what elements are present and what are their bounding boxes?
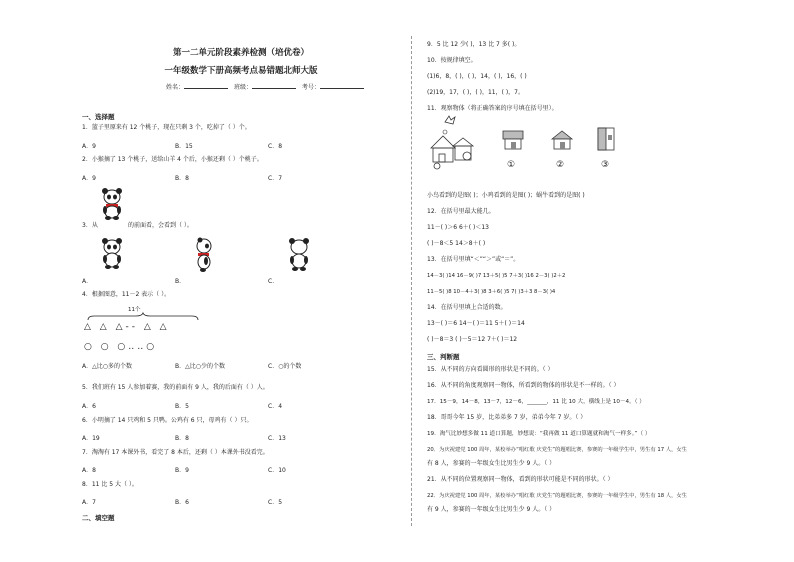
- q18-text: 18．哥哥今年 15 岁，比弟弟多 7 岁，弟弟今年 7 岁。（ ）: [427, 414, 587, 421]
- q14-text: 14．在括号里填上合适的数。: [427, 304, 507, 311]
- q22-text-b: 有 9 人，参赛的一年级女生比男生少 9 人。（ ）: [427, 506, 556, 513]
- q2-option-a[interactable]: A．9: [82, 175, 96, 182]
- q11-text: 11．观察物体（将正确答案的序号填在括号里）。: [427, 105, 558, 112]
- page-title: 第一二单元阶段素养检测（培优卷）: [172, 48, 309, 58]
- q20-text-a: 20．为庆祝建党 100 周年，某校举办“唱红歌 庆党生”的题唱比赛，参赛的一年级学生中，男生有 17 人，女生: [427, 447, 687, 453]
- q3-option-c[interactable]: C．: [268, 278, 279, 285]
- q13-part2: 11－5( )8 10－4＋3( )8 3＋6( )5 7( )3＋3 8－3( )4: [427, 289, 556, 295]
- q11-scene-image: [429, 116, 481, 174]
- q12-part1: 11－( )＞6 6＋( )＜13: [427, 224, 489, 231]
- q10-part2: (2)19，17，( )，( )，11，( )，7。: [427, 89, 524, 96]
- q8-option-b[interactable]: B．6: [175, 499, 189, 506]
- exam-blank[interactable]: [320, 82, 364, 89]
- q10-text: 10．按规律填空。: [427, 57, 477, 64]
- q11-answers: 小鸟看到的是图( )；小鸡看到的是图( )；蜗牛看到的是图( ): [427, 192, 585, 199]
- q2-option-b[interactable]: B．8: [175, 175, 189, 182]
- q7-option-a[interactable]: A．8: [82, 467, 96, 474]
- q5-option-c[interactable]: C．4: [268, 403, 283, 410]
- q4-circles: ○ ○ ○‥‥○: [84, 342, 158, 352]
- name-blank[interactable]: [184, 82, 228, 89]
- page-subtitle: 一年级数学下册高频考点易错题北师大版: [164, 66, 318, 76]
- q5-option-a[interactable]: A．6: [82, 403, 96, 410]
- view-2-number: ②: [556, 160, 565, 170]
- view-3-number: ③: [601, 160, 610, 170]
- q5-text: 5．我们班有 15 人参加着赛，我的前面有 9 人，我的后面有（ ）人。: [82, 384, 269, 391]
- q4-triangles: △ △ △‑‑ △ △: [84, 322, 170, 332]
- q10-part1: (1)6，8，( )，( )，14，( )，16，( ): [427, 73, 527, 80]
- q2-option-c[interactable]: C．7: [268, 175, 283, 182]
- column-divider: [411, 36, 412, 526]
- q4-text: 4．根据图意，11－2 表示（ ）。: [82, 291, 171, 298]
- q14-part2: ( )－8＝3 ( )－5＝12 7＋( )＝12: [427, 336, 518, 343]
- section-fill: 二、填空题: [82, 514, 115, 522]
- q8-text: 8．11 比 5 大（ ）。: [82, 481, 138, 488]
- q7-option-b[interactable]: B．9: [175, 467, 189, 474]
- q5-option-b[interactable]: B．5: [175, 403, 189, 410]
- q22-text-a: 22．为庆祝建党 100 周年，某校举办“唱红歌 庆党生”的题唱比赛，参赛的一年级学生中，男生有 18 人，女生: [427, 493, 687, 499]
- panda-option-a-image: [100, 238, 124, 270]
- view-1-number: ①: [507, 160, 516, 170]
- q1-option-b[interactable]: B．15: [175, 143, 193, 150]
- q3-option-b[interactable]: B．: [175, 278, 186, 285]
- q2-text: 2．小猴摘了 13 个桃子，送给山羊 4 个后，小猴还剩（ ）个桃子。: [82, 156, 263, 163]
- q4-brace-label: 11个: [128, 307, 141, 313]
- q8-option-a[interactable]: A．7: [82, 499, 96, 506]
- q6-option-a[interactable]: A．19: [82, 435, 100, 442]
- q3-option-a[interactable]: A．: [82, 278, 93, 285]
- q3-text-b: 的前面看，会看到（ ）。: [128, 222, 193, 229]
- section-judge: 三、判断题: [427, 353, 460, 361]
- view-1-image: [502, 130, 524, 150]
- q1-option-c[interactable]: C．8: [268, 143, 283, 150]
- q6-option-b[interactable]: B．8: [175, 435, 189, 442]
- q4-option-b[interactable]: B．△比○少的个数: [175, 363, 225, 370]
- class-label: 班级：: [233, 84, 252, 91]
- student-info-line: [166, 82, 364, 91]
- q6-option-c[interactable]: C．13: [268, 435, 286, 442]
- q7-text: 7．淘淘有 17 本课外书，看完了 8 本后，还剩（ ）本课外书没看完。: [82, 449, 269, 456]
- q4-option-c[interactable]: C．○的个数: [268, 363, 302, 370]
- panda-front-image: [100, 188, 124, 220]
- q4-brace: [88, 313, 198, 321]
- q12-text: 12．在括号里最大能几。: [427, 208, 495, 215]
- q19-text: 19．淘气比妙想多做 11 道口算题，妙想说：“我再做 11 道口算题就和淘气一样多。”（ ）: [427, 431, 651, 437]
- q16-text: 16．从不同的角度观察同一物体，所看到的物体的形状是不一样的。（ ）: [427, 382, 620, 389]
- q6-text: 6．小明摘了 14 只鸡和 5 只鸭。公鸡有 6 只，母鸡有（ ）只。: [82, 417, 253, 424]
- q1-option-a[interactable]: A．9: [82, 143, 96, 150]
- class-blank[interactable]: [252, 82, 296, 89]
- section-choice: 一、选择题: [82, 113, 115, 121]
- q4-option-a[interactable]: A．△比○多的个数: [82, 363, 132, 370]
- exam-label: 考号：: [301, 84, 320, 91]
- panda-option-c-image: [287, 238, 311, 272]
- q20-text-b: 有 8 人，参赛的一年级女生比男生少 9 人。（ ）: [427, 460, 556, 467]
- view-2-image: [551, 130, 573, 150]
- q7-option-c[interactable]: C．10: [268, 467, 286, 474]
- q12-part2: ( )－8＜5 14＞8＋( ): [427, 240, 486, 247]
- q8-option-c[interactable]: C．5: [268, 499, 283, 506]
- q15-text: 15．从不同的方向看圆形的形状是不同的。（ ）: [427, 366, 554, 373]
- q1-text: 1．篮子里原来有 12 个桃子，现在只剩 3 个，吃掉了（ ）个。: [82, 124, 251, 131]
- q13-part1: 14－3( )14 16－9( )7 13＋5( )5 7＋3( )16 2－3( )2＋2: [427, 273, 566, 279]
- name-label: 姓名：: [166, 84, 185, 91]
- q13-text: 13．在括号里填“＜”“＞”或“＝”。: [427, 256, 520, 263]
- q21-text: 21．从不同的位置观察同一物体，看到的形状可能是不同的形状。（ ）: [427, 476, 614, 483]
- q14-part1: 13－( )＝6 14－( )＝11 5＋( )＝14: [427, 320, 525, 327]
- view-3-image: [597, 127, 615, 151]
- q9-text: 9．5 比 12 少( )，13 比 7 多( )。: [427, 41, 521, 48]
- panda-option-b-image: [194, 238, 214, 272]
- q17-text: 17．15－9，14－8，13－7，12－6，_______，11 比 10 大，横线上是 10－4。（ ）: [427, 399, 645, 405]
- q3-text-a: 3．从: [82, 222, 98, 229]
